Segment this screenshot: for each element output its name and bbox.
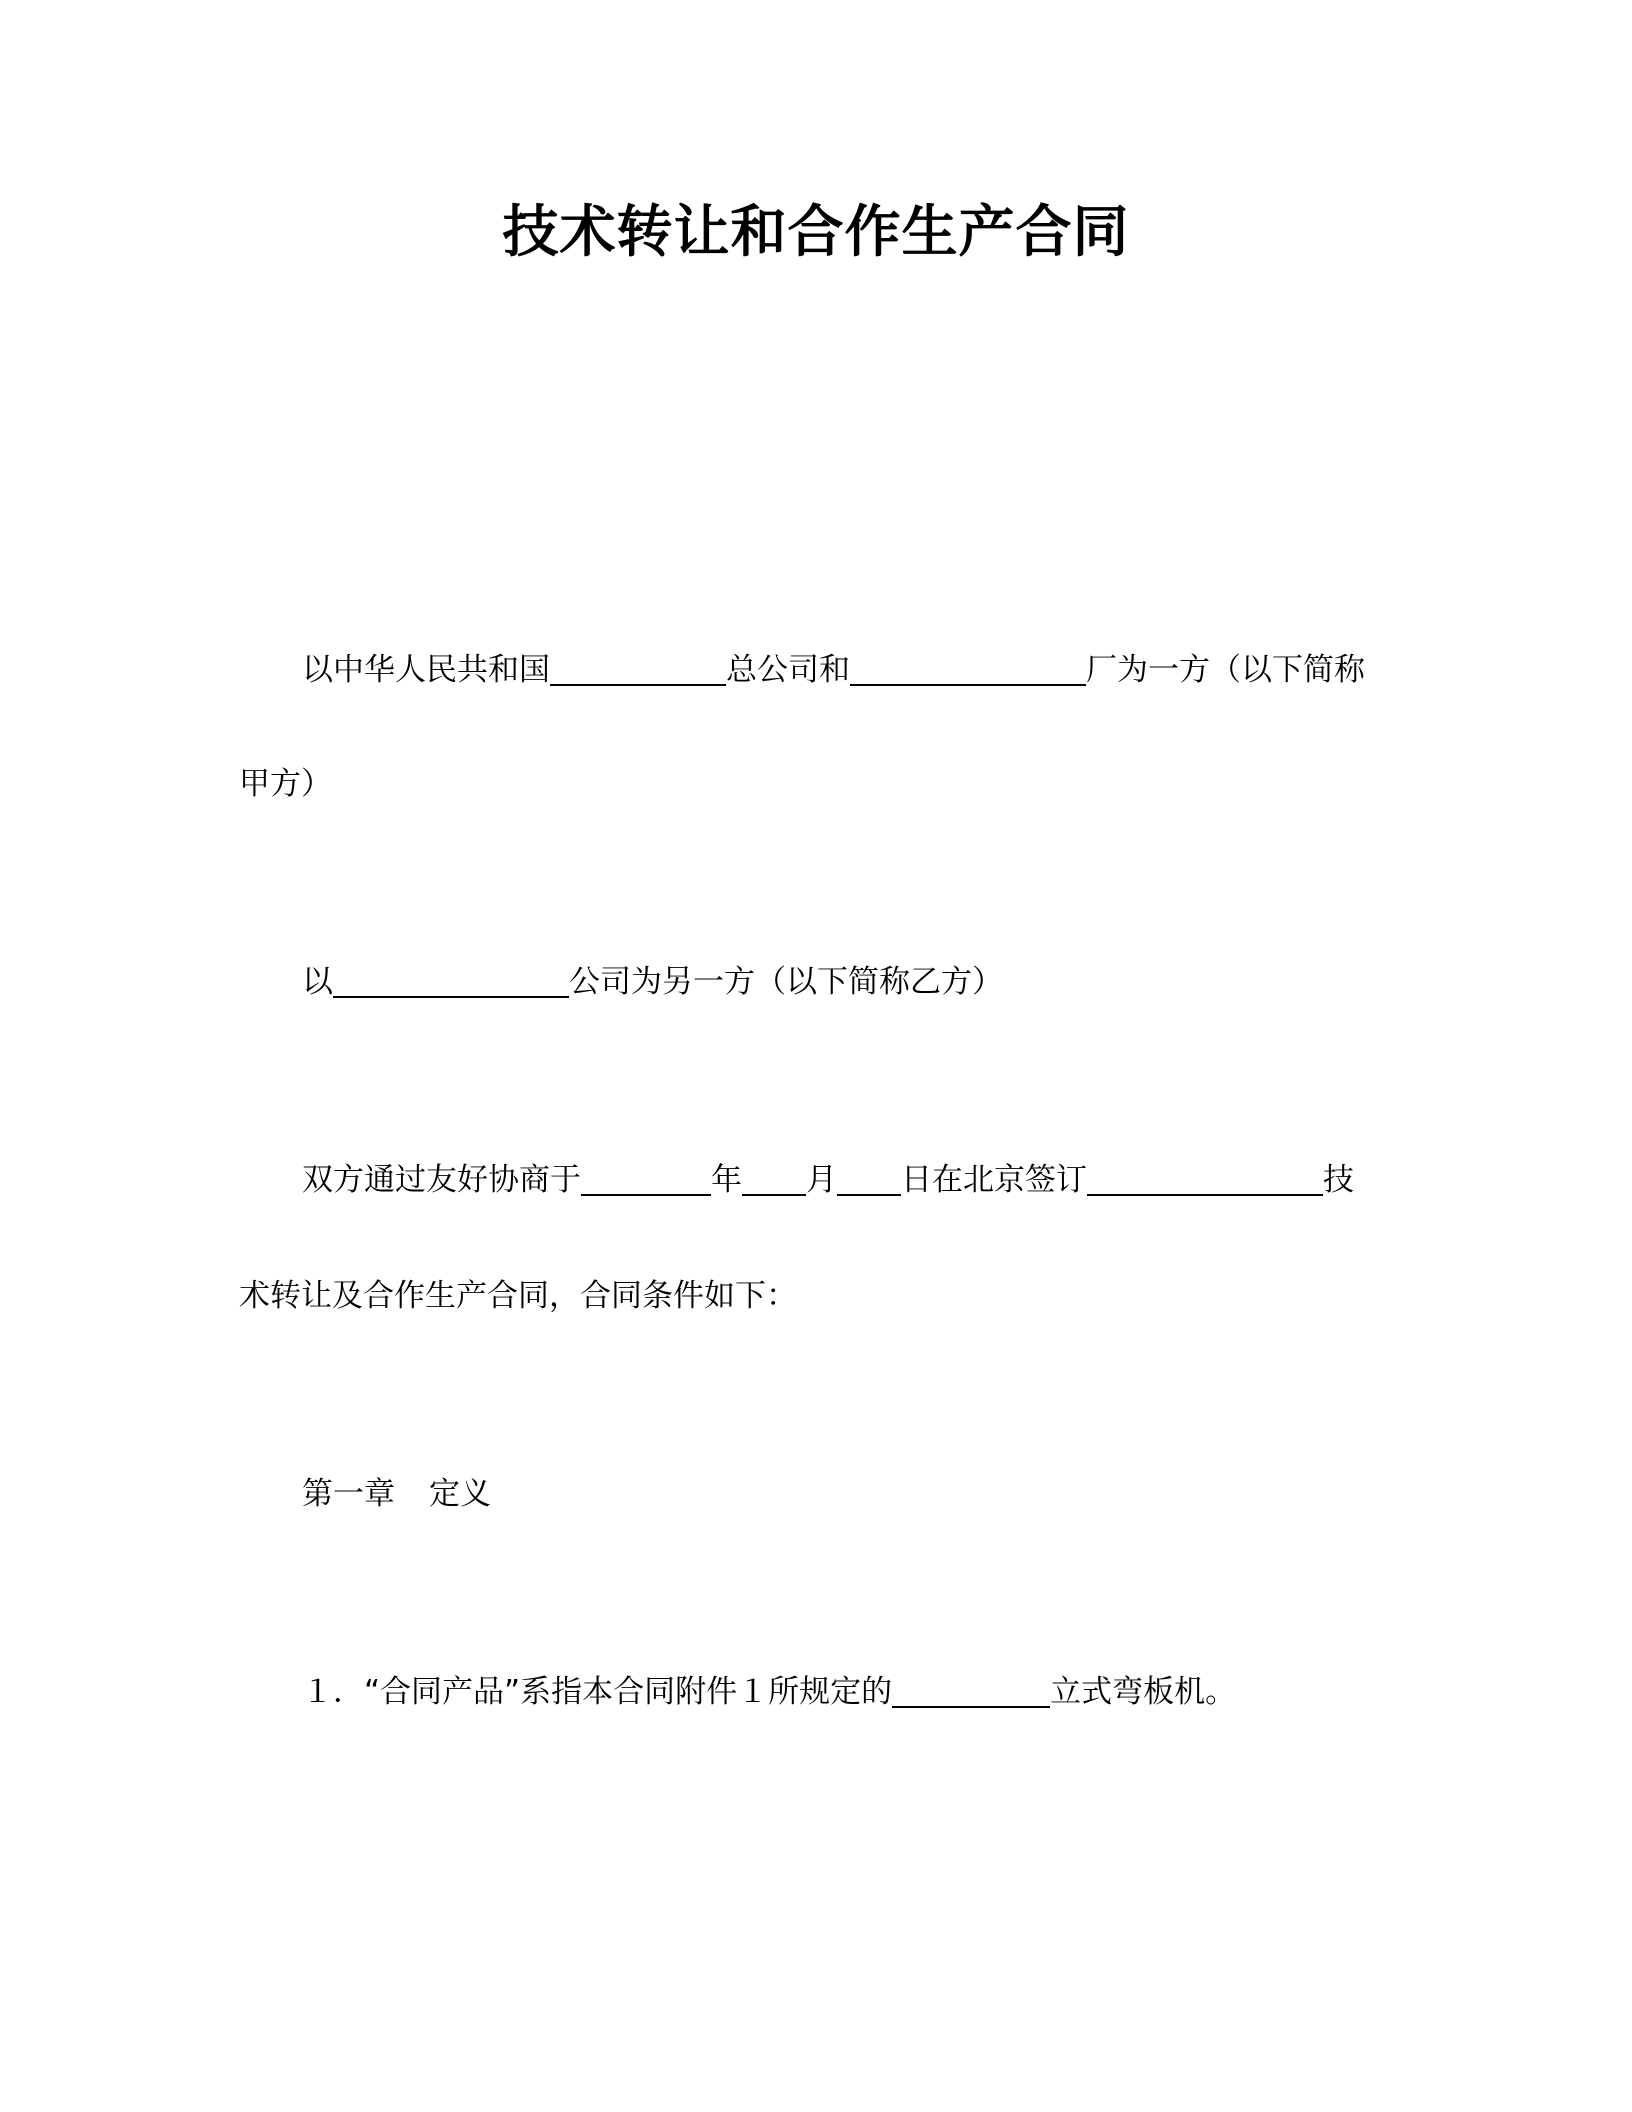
chapter-1-heading bbox=[302, 1474, 491, 1514]
signing-continuation: 术转让及合作生产合同，合同条件如下： bbox=[239, 1278, 797, 1314]
document-title: 技术转让和合作生产合同 bbox=[502, 200, 1130, 265]
signing-month-blank[interactable] bbox=[742, 1164, 806, 1196]
signing-year-blank[interactable] bbox=[581, 1164, 711, 1196]
party-b-text-1: 以 bbox=[302, 964, 333, 1000]
signing-text-tail: 技 bbox=[1323, 1162, 1354, 1198]
party-b-line bbox=[302, 962, 1003, 1002]
party-a-factory-blank[interactable] bbox=[850, 654, 1086, 686]
party-b-company-blank[interactable] bbox=[333, 966, 569, 998]
product-model-blank[interactable] bbox=[892, 1676, 1050, 1708]
item-text: “合同产品”系指本合同附件１所规定的 bbox=[364, 1674, 893, 1710]
party-b-text-2: 公司为另一方（以下简称乙方） bbox=[569, 964, 1003, 1000]
party-a-company-blank[interactable] bbox=[550, 654, 726, 686]
signing-line bbox=[302, 1160, 1354, 1200]
contract-name-blank[interactable] bbox=[1087, 1164, 1323, 1196]
party-a-line bbox=[302, 650, 1365, 690]
signing-year-label: 年 bbox=[711, 1162, 742, 1198]
party-a-text-1: 以中华人民共和国 bbox=[302, 652, 550, 688]
signing-text-1: 双方通过友好协商于 bbox=[302, 1162, 581, 1198]
item-tail: 立式弯板机。 bbox=[1050, 1674, 1237, 1710]
signing-day-blank[interactable] bbox=[837, 1164, 901, 1196]
chapter-number: 第一章 bbox=[302, 1476, 395, 1512]
item-number: １． bbox=[302, 1674, 364, 1710]
signing-month-label: 月 bbox=[806, 1162, 837, 1198]
party-a-text-3: 厂为一方（以下简称 bbox=[1086, 652, 1365, 688]
party-a-text-2: 总公司和 bbox=[726, 652, 850, 688]
chapter-name: 定义 bbox=[429, 1476, 491, 1512]
definition-item-1 bbox=[302, 1672, 1236, 1712]
signing-day-location: 日在北京签订 bbox=[901, 1162, 1087, 1198]
party-a-continuation: 甲方） bbox=[239, 766, 332, 802]
